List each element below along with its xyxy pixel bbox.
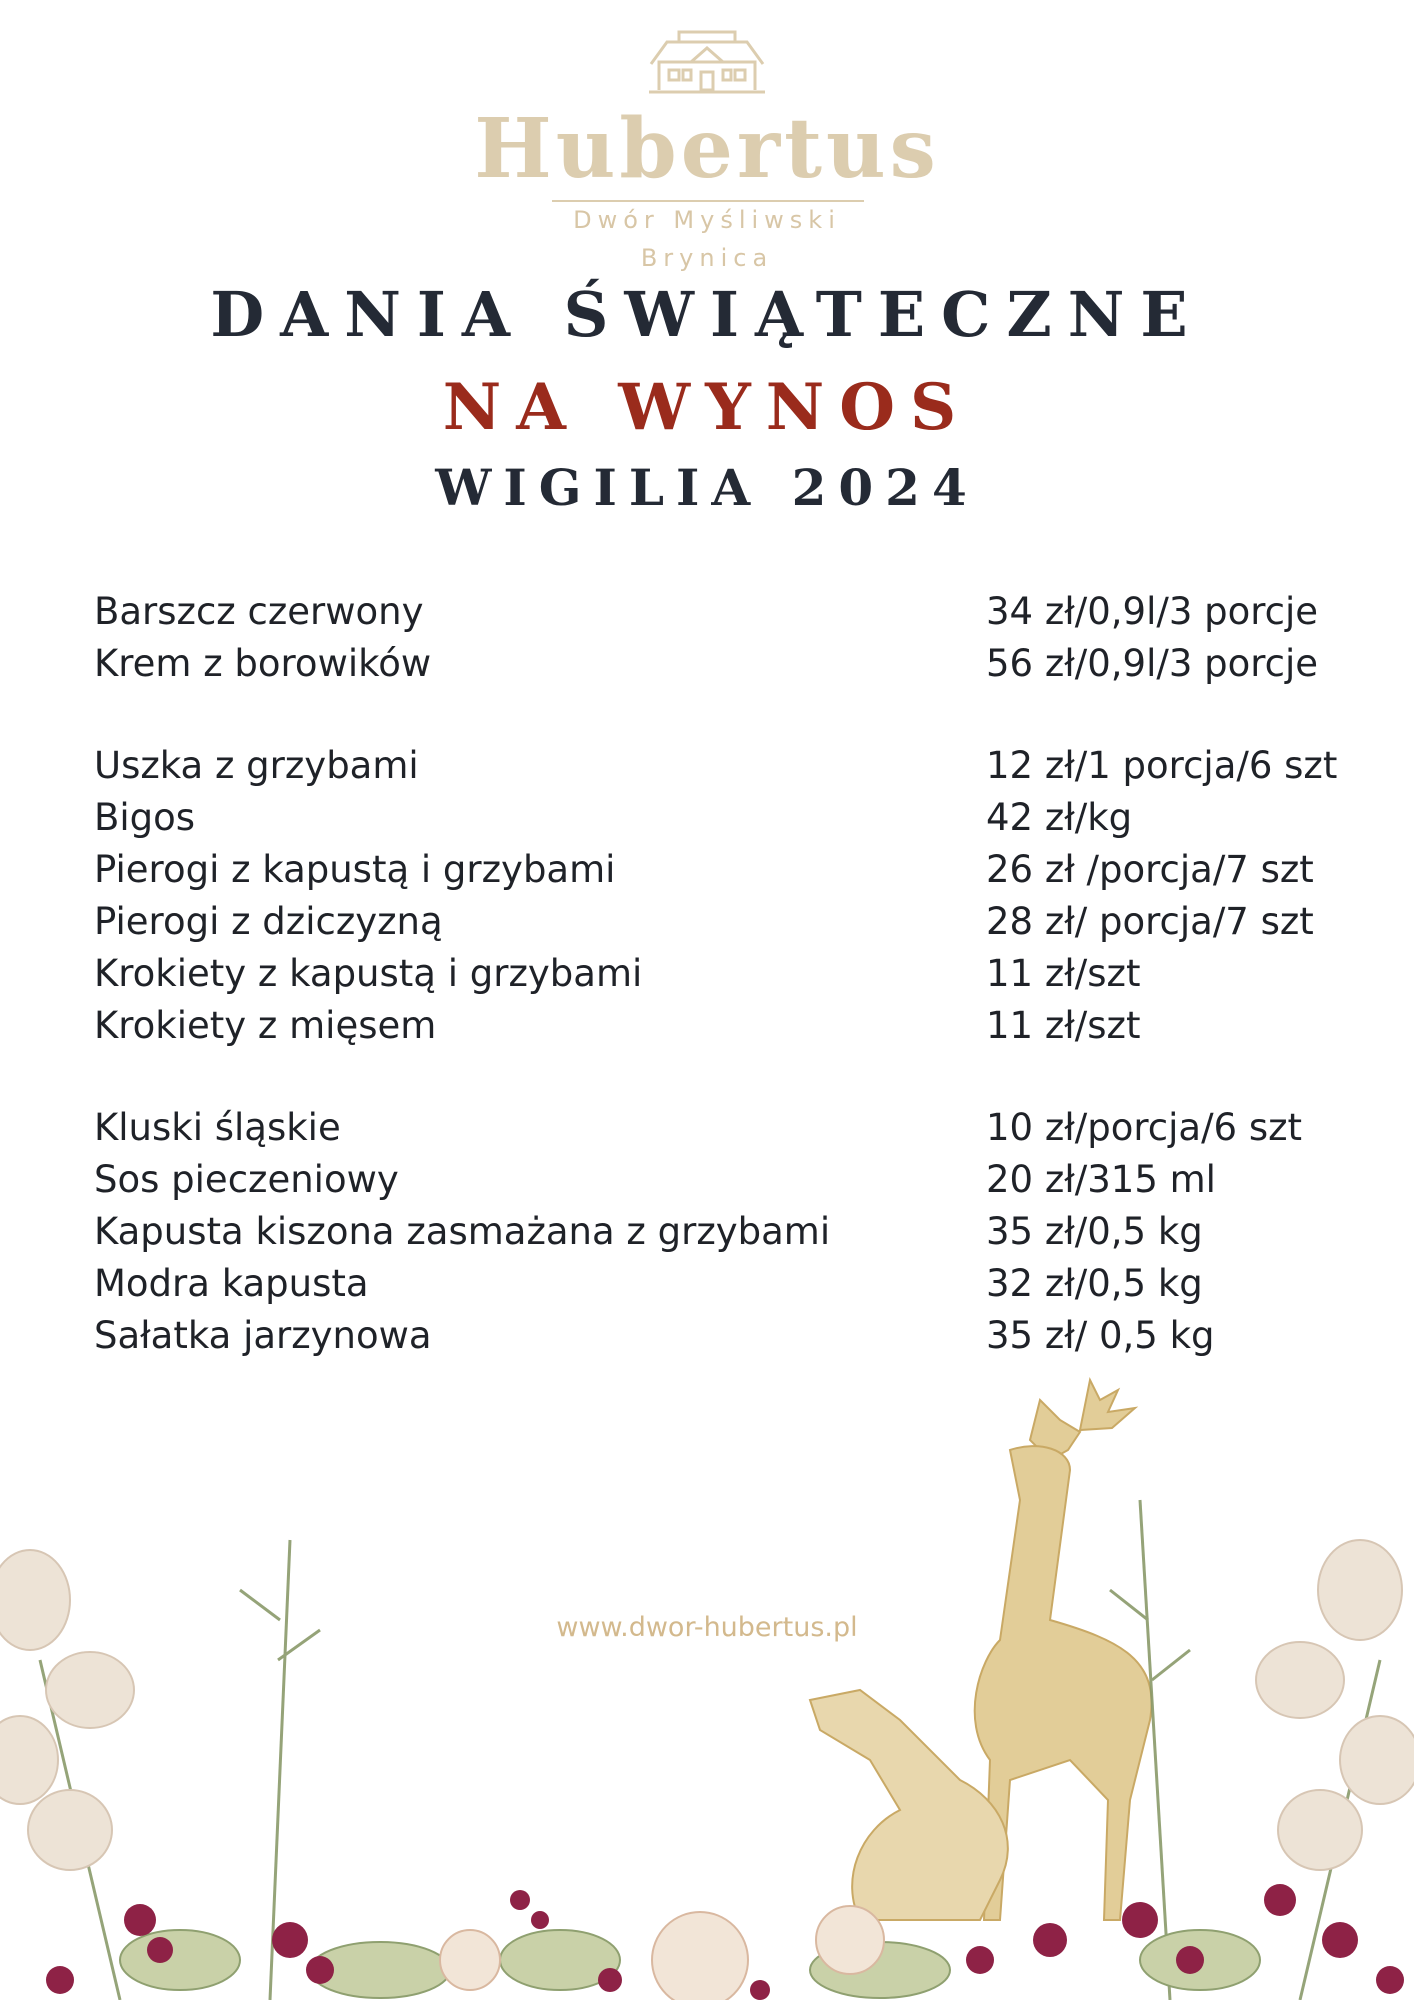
brand-subtitle: Dwór Myśliwski [573, 206, 841, 234]
menu-item [94, 1102, 1354, 1154]
group-spacer [94, 1052, 1354, 1102]
menu-item [94, 792, 1354, 844]
brand-name: Hubertus [474, 101, 940, 197]
menu-item [94, 948, 1354, 1000]
menu-item-price: 42 zł/kg [986, 796, 1133, 839]
menu-item-name: Kluski śląskie [94, 1106, 341, 1149]
title-line-1: DANIA ŚWIĄTECZNE [210, 278, 1204, 351]
menu-item [94, 1000, 1354, 1052]
website-link[interactable]: www.dwor-hubertus.pl [556, 1612, 858, 1643]
menu-item-price: 56 zł/0,9l/3 porcje [986, 642, 1319, 685]
menu-item [94, 638, 1354, 690]
menu-item [94, 586, 1354, 638]
menu-item [94, 1154, 1354, 1206]
brand-location: Brynica [640, 244, 774, 272]
menu-item [94, 740, 1354, 792]
menu-item-price: 26 zł /porcja/7 szt [986, 848, 1314, 891]
menu-item-price: 32 zł/0,5 kg [986, 1262, 1203, 1305]
group-spacer [94, 690, 1354, 740]
menu-item-price: 35 zł/0,5 kg [986, 1210, 1203, 1253]
menu-item [94, 896, 1354, 948]
menu-item [94, 1310, 1354, 1362]
menu-list [94, 586, 1354, 1362]
menu-item-price: 11 zł/szt [986, 952, 1141, 995]
menu-item-price: 35 zł/ 0,5 kg [986, 1314, 1215, 1357]
menu-item-price: 20 zł/315 ml [986, 1158, 1216, 1201]
menu-item-name: Sos pieczeniowy [94, 1158, 399, 1201]
menu-item [94, 1206, 1354, 1258]
menu-item-name: Bigos [94, 796, 196, 839]
menu-item-price: 12 zł/1 porcja/6 szt [986, 744, 1338, 787]
menu-item-name: Barszcz czerwony [94, 590, 424, 633]
menu-item-name: Pierogi z kapustą i grzybami [94, 848, 616, 891]
menu-item-price: 11 zł/szt [986, 1004, 1141, 1047]
manor-house-icon [645, 28, 769, 98]
menu-item-name: Krem z borowików [94, 642, 432, 685]
menu-item-name: Modra kapusta [94, 1262, 369, 1305]
menu-item-name: Krokiety z kapustą i grzybami [94, 952, 643, 995]
title-line-2: NA WYNOS [442, 370, 972, 445]
menu-item-price: 28 zł/ porcja/7 szt [986, 900, 1314, 943]
menu-item-price: 10 zł/porcja/6 szt [986, 1106, 1303, 1149]
logo [0, 22, 1414, 272]
menu-item-name: Krokiety z mięsem [94, 1004, 437, 1047]
menu-item-name: Pierogi z dziczyzną [94, 900, 443, 943]
brand-divider [552, 200, 864, 202]
menu-item-name: Kapusta kiszona zasmażana z grzybami [94, 1210, 831, 1253]
title-line-3: WIGILIA 2024 [435, 458, 979, 517]
menu-item [94, 1258, 1354, 1310]
christmas-deer-decoration [0, 1360, 1414, 2000]
menu-item-price: 34 zł/0,9l/3 porcje [986, 590, 1319, 633]
menu-item-name: Sałatka jarzynowa [94, 1314, 432, 1357]
menu-item-name: Uszka z grzybami [94, 744, 419, 787]
menu-item [94, 844, 1354, 896]
